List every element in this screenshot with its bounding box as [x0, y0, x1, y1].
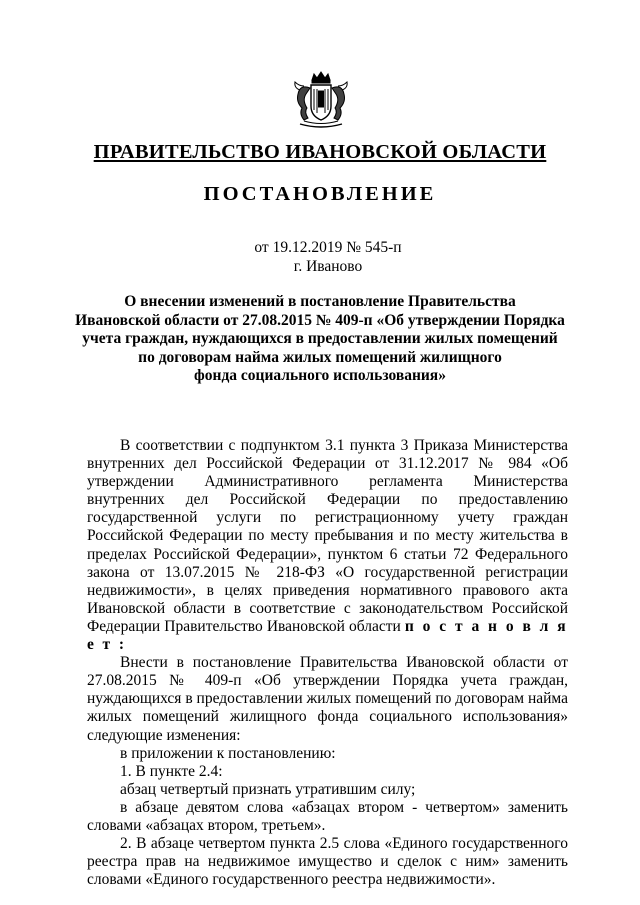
preamble-paragraph: [87, 437, 568, 654]
body-paragraph: Внести в постановление Правительства Ивановской области от 27.08.2015 № 409-п «Об утверждении Порядка учета граждан, нуждающихся в предоставлении жилых помещений по договорам найма жилых помещений жилищного фонда социального использования» следующие изменения:: [87, 654, 568, 744]
body-paragraph: в абзаце девятом слова «абзацах втором - четвертом» заменить словами «абзацах втором, третьем».: [87, 798, 568, 834]
body-paragraph: 2. В абзаце четвертом пункта 2.5 слова «Единого государственного реестра прав на недвижимое имущество и сделок с ним» заменить словами «Единого государственного реестра недвижимости».: [87, 835, 568, 889]
document-type: ПОСТАНОВЛЕНИЕ: [203, 183, 437, 205]
document-body: [87, 437, 568, 889]
title-line: фонда социального использования»: [194, 367, 446, 385]
body-paragraph: абзац четвертый признать утратившим силу;: [120, 780, 416, 798]
organization-name: ПРАВИТЕЛЬСТВО ИВАНОВСКОЙ ОБЛАСТИ: [93, 141, 547, 163]
title-line: О внесении изменений в постановление Правительства: [124, 293, 516, 310]
body-paragraph: в приложении к постановлению:: [120, 744, 336, 762]
title-line: по договорам найма жилых помещений жилищного: [138, 348, 502, 366]
title-line: учета граждан, нуждающихся в предоставлении жилых помещений: [82, 330, 558, 348]
coat-of-arms-icon: [290, 70, 352, 132]
title-line: Ивановской области от 27.08.2015 № 409-п «Об утверждении Порядка: [75, 311, 565, 329]
document-city: г. Иваново: [293, 258, 363, 275]
decree-word: п о с т а н о в л я е т :: [87, 617, 568, 654]
document-title: [60, 293, 580, 386]
document-date-number: от 19.12.2019 № 545-п: [254, 239, 402, 256]
body-paragraph: 1. В пункте 2.4:: [120, 762, 223, 780]
preamble-text: В соответствии с подпунктом 3.1 пункта 3 Приказа Министерства внутренних дел Российской Федерации от 31.12.2017 № 984 «Об утверждении Административного регламента Министерства внутренних дел Российской Федерации по предоставлению государственной услуги по регистрационному учету граждан Российской Федерации по месту пребывания и по месту жительства в пределах Российской Федерации», пунктом 6 статьи 72 Федерального закона от 13.07.2015 № 218-ФЗ «О государственной регистрации недвижимости», в целях приведения нормативного правового акта Ивановской области в соответствие с законодательством Российской Федерации Правительство Ивановской области: [87, 437, 568, 635]
